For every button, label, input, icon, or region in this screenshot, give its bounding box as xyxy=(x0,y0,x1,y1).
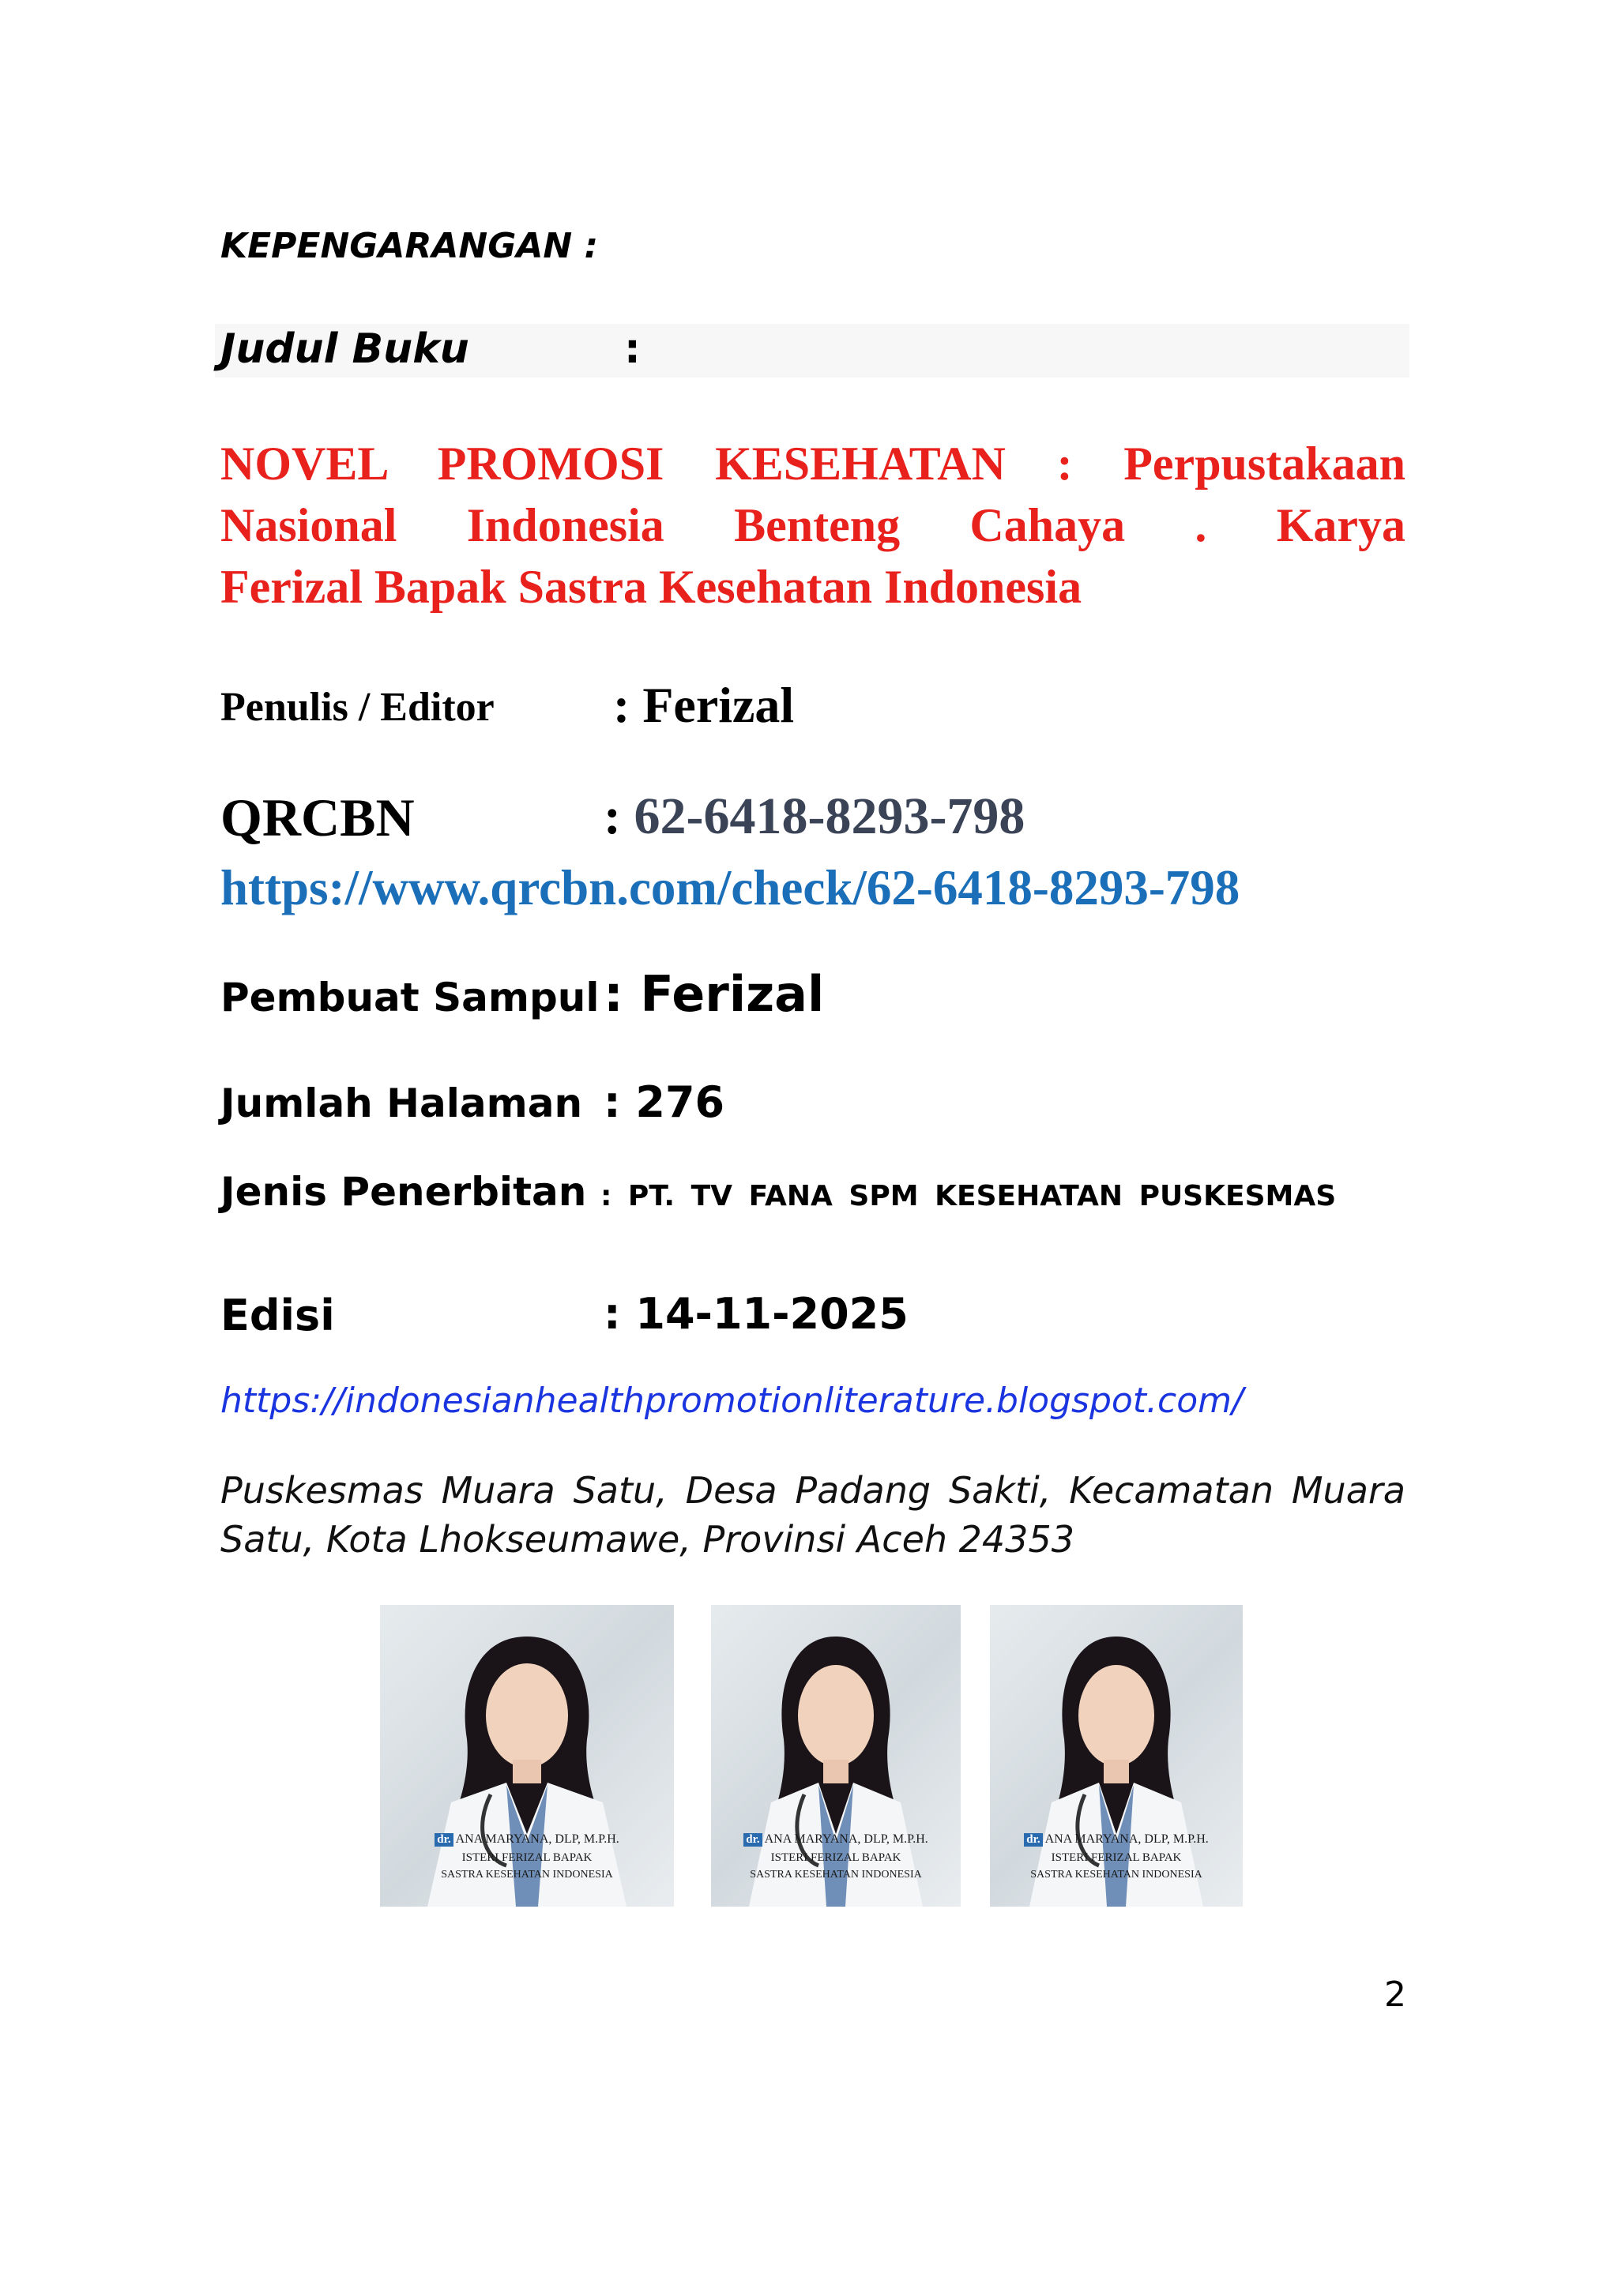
qrcbn-colon: : xyxy=(604,787,621,845)
section-heading: KEPENGARANGAN : xyxy=(220,226,599,266)
jenis-penerbitan-label: Jenis Penerbitan xyxy=(220,1169,587,1215)
jenis-penerbitan-value: : PT. TV FANA SPM KESEHATAN PUSKESMAS xyxy=(600,1180,1337,1212)
photo-caption-line-2: ISTERI FERIZAL BAPAK xyxy=(770,1851,901,1864)
portrait-photo-2 xyxy=(711,1605,961,1907)
page-number: 2 xyxy=(1384,1975,1406,2015)
penulis-value: : Ferizal xyxy=(613,677,795,733)
qrcbn-value-row xyxy=(604,787,1025,847)
dr-badge: dr. xyxy=(1024,1833,1042,1847)
photo-caption-line-2: ISTERI FERIZAL BAPAK xyxy=(1051,1851,1182,1864)
pembuat-sampul-label: Pembuat Sampul xyxy=(220,975,600,1020)
book-title-line-1: NOVEL PROMOSI KESEHATAN : Perpustakaan xyxy=(220,438,1405,490)
qrcbn-value: 62-6418-8293-798 xyxy=(634,787,1025,845)
jumlah-halaman-label: Jumlah Halaman xyxy=(220,1080,583,1126)
photo-caption-line-2: ISTERI FERIZAL BAPAK xyxy=(461,1851,593,1864)
qrcbn-label: QRCBN xyxy=(220,787,415,847)
book-title xyxy=(220,433,1405,556)
book-title-line-2: Nasional Indonesia Benteng Cahaya . Karya xyxy=(220,499,1405,551)
dr-badge: dr. xyxy=(435,1833,453,1847)
edisi-value: : 14-11-2025 xyxy=(604,1289,909,1339)
photo-caption-name: ANA MARYANA, DLP, M.P.H. xyxy=(764,1832,928,1846)
photo-caption-name: ANA MARYANA, DLP, M.P.H. xyxy=(1044,1832,1209,1846)
dr-badge: dr. xyxy=(743,1833,762,1847)
judul-buku-label: Judul Buku xyxy=(220,325,469,373)
book-title-line-3: Ferizal Bapak Sastra Kesehatan Indonesia xyxy=(220,561,1082,613)
portrait-photo-1 xyxy=(380,1605,674,1907)
judul-buku-colon: : xyxy=(624,325,641,373)
photo-caption-name: ANA MARYANA, DLP, M.P.H. xyxy=(455,1832,619,1846)
qrcbn-link[interactable]: https://www.qrcbn.com/check/62-6418-8293-798 xyxy=(220,860,1240,915)
blog-link[interactable]: https://indonesianhealthpromotionliterature.blogspot.com/ xyxy=(220,1381,1244,1421)
penulis-label: Penulis / Editor xyxy=(220,685,495,730)
photo-caption-line-3: SASTRA KESEHATAN INDONESIA xyxy=(750,1869,922,1881)
address-paragraph: Puskesmas Muara Satu, Desa Padang Sakti, Kecamatan Muara Satu, Kota Lhokseumawe, Provinsi Aceh 24353 xyxy=(220,1469,1405,1561)
jumlah-halaman-value: : 276 xyxy=(604,1077,725,1127)
portrait-photo-3 xyxy=(990,1605,1243,1907)
pembuat-sampul-value: : Ferizal xyxy=(604,965,825,1023)
photo-caption-line-3: SASTRA KESEHATAN INDONESIA xyxy=(441,1869,613,1881)
photo-caption-line-3: SASTRA KESEHATAN INDONESIA xyxy=(1030,1869,1202,1881)
edisi-label: Edisi xyxy=(220,1291,335,1340)
